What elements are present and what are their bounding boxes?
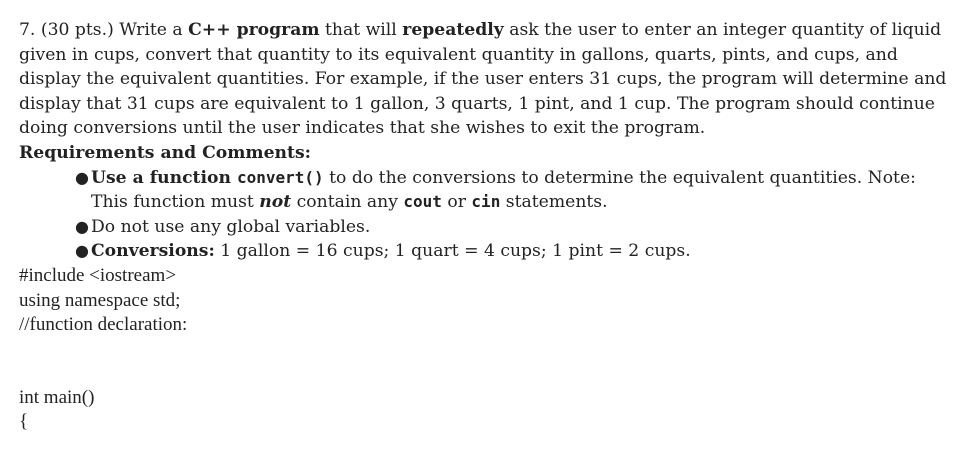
bullet-icon: ●	[75, 167, 89, 187]
question-mid: that will	[319, 20, 403, 40]
question-text	[19, 18, 949, 141]
req1-code-cin: cin	[471, 192, 501, 212]
req1-text2: contain any	[291, 192, 404, 213]
question-bold-repeatedly: repeatedly	[402, 20, 504, 40]
requirement-item-globals	[19, 215, 949, 240]
blank-space	[19, 338, 949, 386]
req1-text3: or	[441, 192, 472, 213]
requirements-heading: Requirements and Comments:	[19, 142, 312, 163]
code-brace-line: {	[19, 411, 29, 433]
requirements-list	[19, 166, 949, 264]
code-main-line: int main()	[19, 386, 95, 408]
requirement-item-conversions	[19, 239, 949, 264]
question-bold-cpp: C++ program	[188, 20, 320, 40]
req3-text: 1 gallon = 16 cups; 1 quart = 4 cups; 1 pint = 2 cups.	[214, 241, 691, 262]
bullet-icon: ●	[75, 216, 89, 236]
req1-text1: to do the conversions to determine the equivalent quantities. Note: This function must	[91, 167, 916, 213]
code-include-line: #include <iostream>	[19, 264, 177, 286]
question-rest: ask the user to enter an integer quantity of liquid given in cups, convert that quantity to its equivalent quantity in gallons, quarts, pints, and cups, and display the equivalent quantities. For example, if the user enters 31 cups, the program will determine and display that 31 cups are equivalent to 1 gallon, 3 quarts, 1 pint, and 1 cup. The program should continue doing conversions until the user indicates that she wishes to exit the program.	[19, 20, 947, 139]
bullet-icon: ●	[75, 241, 89, 261]
req1-code-convert: convert()	[236, 167, 324, 187]
code-comment-line: //function declaration:	[19, 314, 188, 336]
req1-text4: statements.	[500, 192, 608, 213]
code-namespace-line: using namespace std;	[19, 289, 181, 311]
req1-emph-not: not	[259, 192, 292, 213]
document	[19, 18, 949, 435]
req3-bold-lead: Conversions:	[91, 241, 215, 262]
req1-code-cout: cout	[403, 192, 442, 212]
question-prefix: 7. (30 pts.) Write a	[19, 20, 189, 40]
req2-text: Do not use any global variables.	[91, 216, 371, 237]
requirement-item-function	[19, 166, 949, 215]
req1-bold-lead: Use a function	[91, 167, 237, 188]
